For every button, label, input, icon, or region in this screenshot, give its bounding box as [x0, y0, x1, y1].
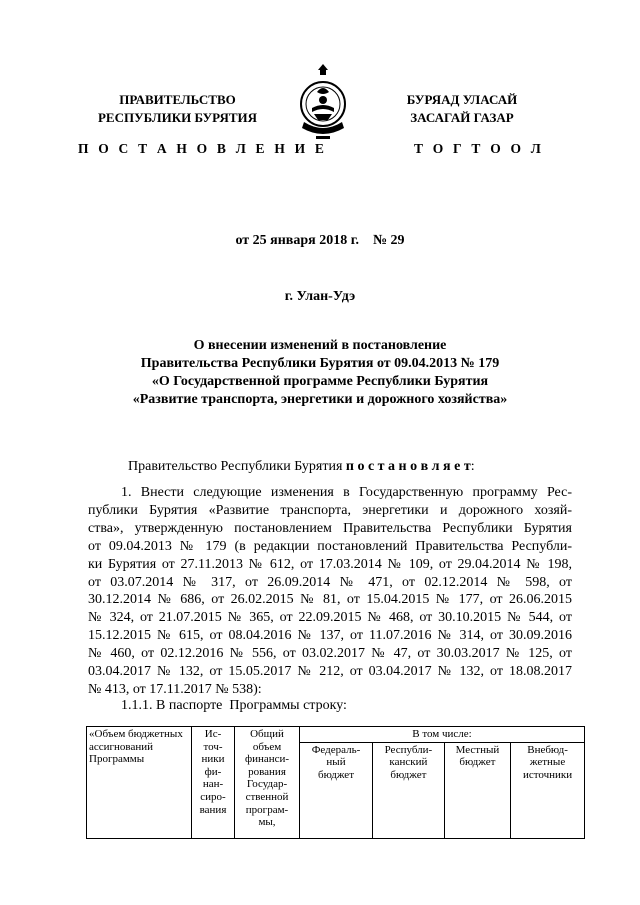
paragraph-1-line: от 09.04.2013 № 179 (в редакции постановлений Правительства Республи- — [88, 538, 572, 554]
org-name-ru-line1: ПРАВИТЕЛЬСТВО — [119, 92, 236, 107]
paragraph-1-line: 15.12.2015 № 615, от 08.04.2016 № 137, от 11.07.2016 № 314, от 30.09.2016 — [88, 628, 572, 644]
table-cell-extrabudgetary — [511, 742, 585, 838]
paragraph-1-line: № 324, от 21.07.2015 № 365, от 22.09.2015 № 468, от 30.10.2015 № 544, от — [88, 610, 572, 626]
doc-type-buryat: Т О Г Т О О Л — [414, 141, 545, 156]
title-line-4: «Развитие транспорта, энергетики и дорожного хозяйства» — [132, 392, 508, 407]
paragraph-1-line: 1. Внести следующие изменения в Государственную программу Рес- — [121, 485, 572, 500]
document-title — [0, 337, 640, 409]
preamble-text: Правительство Республики Бурятия — [128, 459, 346, 474]
preamble-resolves: п о с т а н о в л я е т — [345, 459, 471, 474]
title-line-1: О внесении изменений в постановление — [193, 338, 447, 353]
table-cell-budget-allocations — [87, 727, 192, 839]
coat-of-arms-emblem — [298, 62, 348, 148]
paragraph-1-line: ства», утвержденную постановлением Правительства Республики Бурятия — [88, 520, 572, 536]
org-name-russian — [60, 91, 295, 127]
cell-text-allocations: «Объем бюджетных ассигнований Программы — [89, 728, 183, 766]
preamble-colon: : — [470, 459, 475, 474]
paragraph-1-line: ки Бурятия от 27.11.2013 № 612, от 17.03.2014 № 109, от 29.04.2014 № 198, — [88, 556, 572, 572]
cell-text-federal: Федераль- ный бюджет — [311, 743, 361, 781]
paragraph-1-line: 03.04.2017 № 132, от 15.05.2017 № 212, от 03.04.2017 № 132, от 18.08.2017 — [88, 664, 572, 680]
title-line-3: «О Государственной программе Республики Бурятия — [151, 374, 489, 389]
cell-text-in-total: В том числе: — [412, 728, 472, 740]
cell-text-sources: Ис- точ- ники фи- нан- сиро- вания — [199, 728, 227, 816]
paragraph-1-line: от 03.07.2014 № 317, от 26.09.2014 № 471, от 02.12.2014 № 598, от — [88, 574, 572, 590]
table-cell-federal-budget — [300, 742, 373, 838]
paragraph-1 — [88, 484, 572, 699]
table-cell-funding-sources — [192, 727, 235, 839]
paragraph-1-line: 30.12.2014 № 686, от 26.02.2015 № 81, от 15.04.2015 № 177, от 26.06.2015 — [88, 592, 572, 608]
paragraph-1-line: № 413, от 17.11.2017 № 538): — [88, 681, 262, 697]
table-cell-in-total — [300, 727, 585, 743]
table-cell-total-volume — [235, 727, 300, 839]
cell-text-local: Местный бюджет — [455, 743, 500, 769]
preamble — [121, 443, 475, 475]
paragraph-1-line: № 460, от 02.12.2016 № 556, от 03.02.2017 № 47, от 30.03.2017 № 125, от — [88, 646, 572, 662]
org-name-bur-line1: БУРЯАД УЛАСАЙ — [406, 92, 518, 107]
emblem-icon — [298, 62, 348, 148]
subitem-1-1-1: 1.1.1. В паспорте Программы строку: — [121, 698, 347, 713]
cell-text-republican: Республи- канский бюджет — [384, 743, 433, 781]
program-funding-table — [86, 726, 585, 839]
table-cell-local-budget — [444, 742, 510, 838]
date-and-number: от 25 января 2018 г. № 29 — [235, 233, 405, 248]
org-name-buryat — [362, 91, 562, 127]
table-cell-republican-budget — [373, 742, 445, 838]
org-name-ru-line2: РЕСПУБЛИКИ БУРЯТИЯ — [97, 110, 258, 125]
org-name-bur-line2: ЗАСАГАЙ ГАЗАР — [410, 110, 514, 125]
paragraph-1-line: публики Бурятия «Развитие транспорта, энергетики и дорожного хозяй- — [88, 502, 572, 518]
doc-type-russian: П О С Т А Н О В Л Е Н И Е — [78, 141, 328, 156]
title-line-2: Правительства Республики Бурятия от 09.04.2013 № 179 — [140, 356, 500, 371]
cell-text-extrabudgetary: Внебюд- жетные источники — [522, 743, 573, 781]
cell-text-total: Общий объем финанси- рования Государ- ственной програм- мы, — [244, 728, 290, 829]
city: г. Улан-Удэ — [284, 289, 356, 304]
